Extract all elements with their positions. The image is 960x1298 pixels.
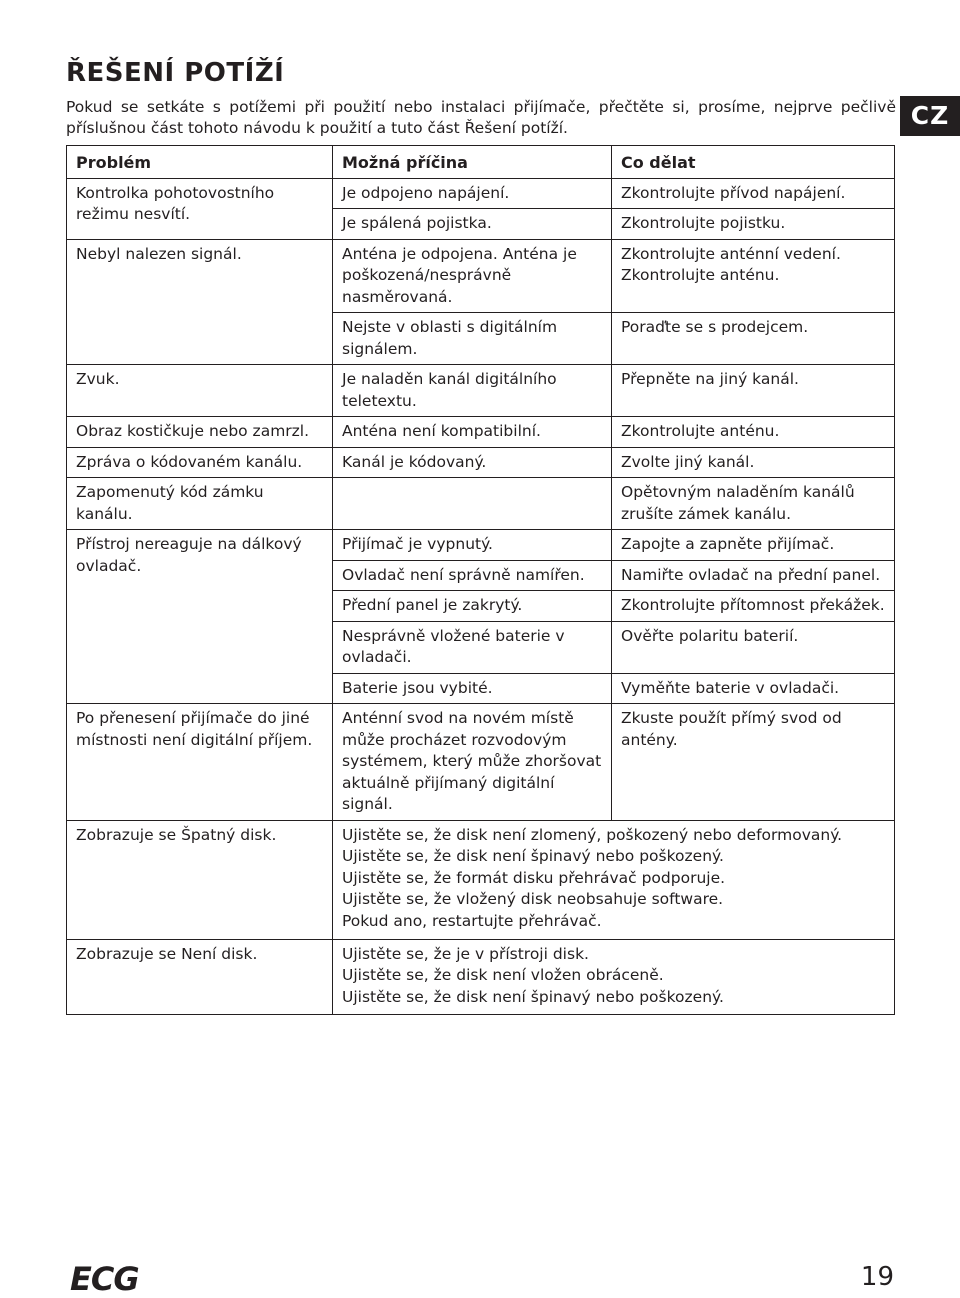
page-number: 19	[860, 1262, 894, 1292]
solution-line: Pokud ano, restartujte přehrávač.	[342, 911, 602, 930]
action-line: Zkontrolujte anténu.	[621, 266, 780, 284]
action-cell: Zkontrolujte pojistku.	[612, 209, 895, 240]
page-title: ŘEŠENÍ POTÍŽÍ	[66, 58, 285, 88]
cause-cell: Je spálená pojistka.	[333, 209, 612, 240]
action-cell: Vyměňte baterie v ovladači.	[612, 673, 895, 704]
table-row	[67, 820, 895, 939]
action-line: Zkontrolujte anténní vedení.	[621, 244, 841, 263]
brand-logo: ECG	[70, 1260, 139, 1298]
language-badge: CZ	[900, 96, 960, 136]
table-row	[67, 939, 895, 1014]
problem-cell: Přístroj nereaguje na dálkový ovladač.	[67, 530, 333, 704]
table-header-row	[67, 146, 895, 179]
cause-cell: Ovladač není správně namířen.	[333, 560, 612, 591]
problem-cell: Zvuk.	[67, 365, 333, 417]
problem-cell: Zobrazuje se Není disk.	[67, 939, 333, 1014]
action-cell: Poraďte se s prodejcem.	[612, 313, 895, 365]
action-cell: Ověřte polaritu baterií.	[612, 621, 895, 673]
action-cell: Namiřte ovladač na přední panel.	[612, 560, 895, 591]
cause-cell: Anténní svod na novém místě může procházet rozvodovým systémem, který může zhoršovat aktuálně přijímaný digitální signál.	[333, 704, 612, 821]
table-row	[67, 239, 895, 313]
action-cell: Přepněte na jiný kanál.	[612, 365, 895, 417]
table-row	[67, 178, 895, 209]
solution-line: Ujistěte se, že formát disku přehrávač podporuje.	[342, 868, 726, 887]
solution-line: Ujistěte se, že disk není špinavý nebo poškozený.	[342, 847, 724, 865]
troubleshooting-table	[66, 145, 895, 1015]
cause-cell: Kanál je kódovaný.	[333, 447, 612, 478]
problem-cell: Zobrazuje se Špatný disk.	[67, 820, 333, 939]
problem-cell: Obraz kostičkuje nebo zamrzl.	[67, 417, 333, 448]
cause-cell	[333, 478, 612, 530]
action-cell: Zkontrolujte anténu.	[612, 417, 895, 448]
cause-cell: Je odpojeno napájení.	[333, 178, 612, 209]
action-cell: Zkontrolujte přívod napájení.	[612, 178, 895, 209]
action-cell: Zapojte a zapněte přijímač.	[612, 530, 895, 561]
solution-line: Ujistěte se, že disk není zlomený, poškozený nebo deformovaný.	[342, 825, 843, 844]
cause-cell: Baterie jsou vybité.	[333, 673, 612, 704]
table-row	[67, 447, 895, 478]
solution-cell	[333, 939, 895, 1014]
cause-cell: Anténa je odpojena. Anténa je poškozená/nesprávně nasměrovaná.	[333, 239, 612, 313]
intro-paragraph: Pokud se setkáte s potížemi při použití nebo instalaci přijímače, přečtěte si, prosíme, nejprve pečlivě příslušnou část tohoto návodu k použití a tuto část Řešení potíží.	[66, 98, 896, 137]
action-cell	[612, 239, 895, 313]
table-row	[67, 417, 895, 448]
solution-line: Ujistěte se, že je v přístroji disk.	[342, 944, 589, 963]
header-problem: Problém	[67, 146, 333, 179]
cause-cell: Nejste v oblasti s digitálním signálem.	[333, 313, 612, 365]
table-row	[67, 365, 895, 417]
cause-cell: Přijímač je vypnutý.	[333, 530, 612, 561]
table-row	[67, 478, 895, 530]
table-row	[67, 530, 895, 561]
problem-cell: Po přenesení přijímače do jiné místnosti není digitální příjem.	[67, 704, 333, 821]
header-action: Co dělat	[612, 146, 895, 179]
problem-cell: Nebyl nalezen signál.	[67, 239, 333, 365]
solution-line: Ujistěte se, že disk není špinavý nebo poškozený.	[342, 987, 724, 1006]
cause-cell: Anténa není kompatibilní.	[333, 417, 612, 448]
solution-line: Ujistěte se, že disk není vložen obráceně.	[342, 966, 664, 984]
problem-cell: Zpráva o kódovaném kanálu.	[67, 447, 333, 478]
header-cause: Možná příčina	[333, 146, 612, 179]
cause-cell: Nesprávně vložené baterie v ovladači.	[333, 621, 612, 673]
solution-cell	[333, 820, 895, 939]
solution-line: Ujistěte se, že vložený disk neobsahuje software.	[342, 890, 724, 908]
action-cell: Zvolte jiný kanál.	[612, 447, 895, 478]
action-cell: Opětovným naladěním kanálů zrušíte zámek kanálu.	[612, 478, 895, 530]
cause-cell: Je naladěn kanál digitálního teletextu.	[333, 365, 612, 417]
table-row	[67, 704, 895, 821]
cause-cell: Přední panel je zakrytý.	[333, 591, 612, 622]
problem-cell: Kontrolka pohotovostního režimu nesvítí.	[67, 178, 333, 239]
action-cell: Zkuste použít přímý svod od antény.	[612, 704, 895, 821]
action-cell: Zkontrolujte přítomnost překážek.	[612, 591, 895, 622]
problem-cell: Zapomenutý kód zámku kanálu.	[67, 478, 333, 530]
